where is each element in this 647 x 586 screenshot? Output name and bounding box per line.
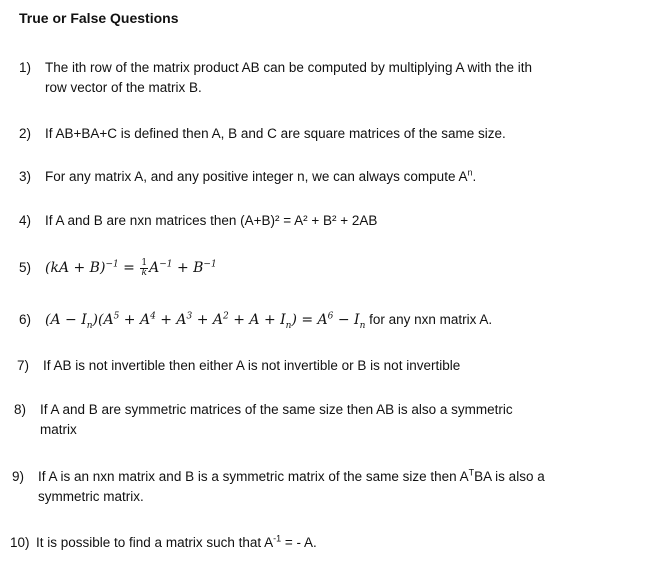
question-number: 9) [12,469,25,484]
question-number: 1) [19,60,32,75]
question-9 [12,467,545,487]
question-text: for any nxn matrix A. [365,312,493,327]
exponent: 5 [113,311,120,322]
question-4 [19,211,377,231]
question-number: 8) [14,402,27,417]
question-5 [19,258,217,278]
page-title: True or False Questions [19,10,179,26]
math-term: (kA + B) [45,260,106,276]
math-term: A [149,260,160,276]
exponent: −1 [159,259,173,270]
question-2 [19,124,506,144]
exponent: T [468,467,475,478]
question-text: If A and B are nxn matrices then (A+B)² = A² + B² + 2AB [45,213,378,228]
exponent: 4 [150,311,156,322]
question-number: 10) [10,535,30,550]
question-8-continued: matrix [40,422,77,437]
question-7 [17,356,460,376]
math-term: + B [172,260,204,276]
exponent: −1 [203,259,217,270]
fraction [140,259,148,278]
question-text: It is possible to find a matrix such that A [36,535,274,550]
subscript: n [359,320,366,331]
question-text: BA is also a [474,469,545,484]
question-number: 6) [19,312,32,327]
math-term: ) = A [291,312,328,328]
fraction-denominator: k [141,267,147,278]
question-text: If AB is not invertible then either A is not invertible or B is not invertible [43,358,461,373]
exponent: -1 [273,533,282,544]
math-term: )(A [92,312,114,328]
question-9-continued: symmetric matrix. [38,489,144,504]
question-6 [19,310,492,330]
subscript: n [86,320,93,331]
exponent: 3 [186,311,193,322]
exponent: −1 [105,259,119,270]
exponent: 2 [223,311,229,322]
math-expression [45,311,366,331]
question-3 [19,167,476,187]
question-text: If A and B are symmetric matrices of the same size then AB is also a symmetric [40,402,513,417]
punctuation: . [472,169,477,184]
question-8 [14,400,513,420]
question-number: 3) [19,169,32,184]
exponent: 6 [327,311,334,322]
question-10 [10,533,317,553]
subscript: n [285,320,292,331]
question-text: For any matrix A, and any positive integer n, we can always compute A [45,169,468,184]
question-1-continued: row vector of the matrix B. [45,80,202,95]
math-term: + A + I [228,312,286,328]
question-text: If A is an nxn matrix and B is a symmetric matrix of the same size then A [38,469,469,484]
question-text: = - A. [281,535,317,550]
fraction-numerator: 1 [141,257,148,268]
question-1 [19,58,532,78]
math-expression [45,257,217,278]
math-term: (A − I [45,312,87,328]
question-number: 7) [17,358,30,373]
math-term: + A [192,312,224,328]
math-term: + A [155,312,187,328]
question-number: 2) [19,126,32,141]
question-number: 5) [19,260,32,275]
math-term: + A [119,312,151,328]
math-term: − I [333,312,360,328]
exponent: n [467,167,473,178]
question-text: The ith row of the matrix product AB can be computed by multiplying A with the ith [45,60,533,75]
question-number: 4) [19,213,32,228]
equals-sign: = [118,260,140,276]
question-text: If AB+BA+C is defined then A, B and C are square matrices of the same size. [45,126,506,141]
